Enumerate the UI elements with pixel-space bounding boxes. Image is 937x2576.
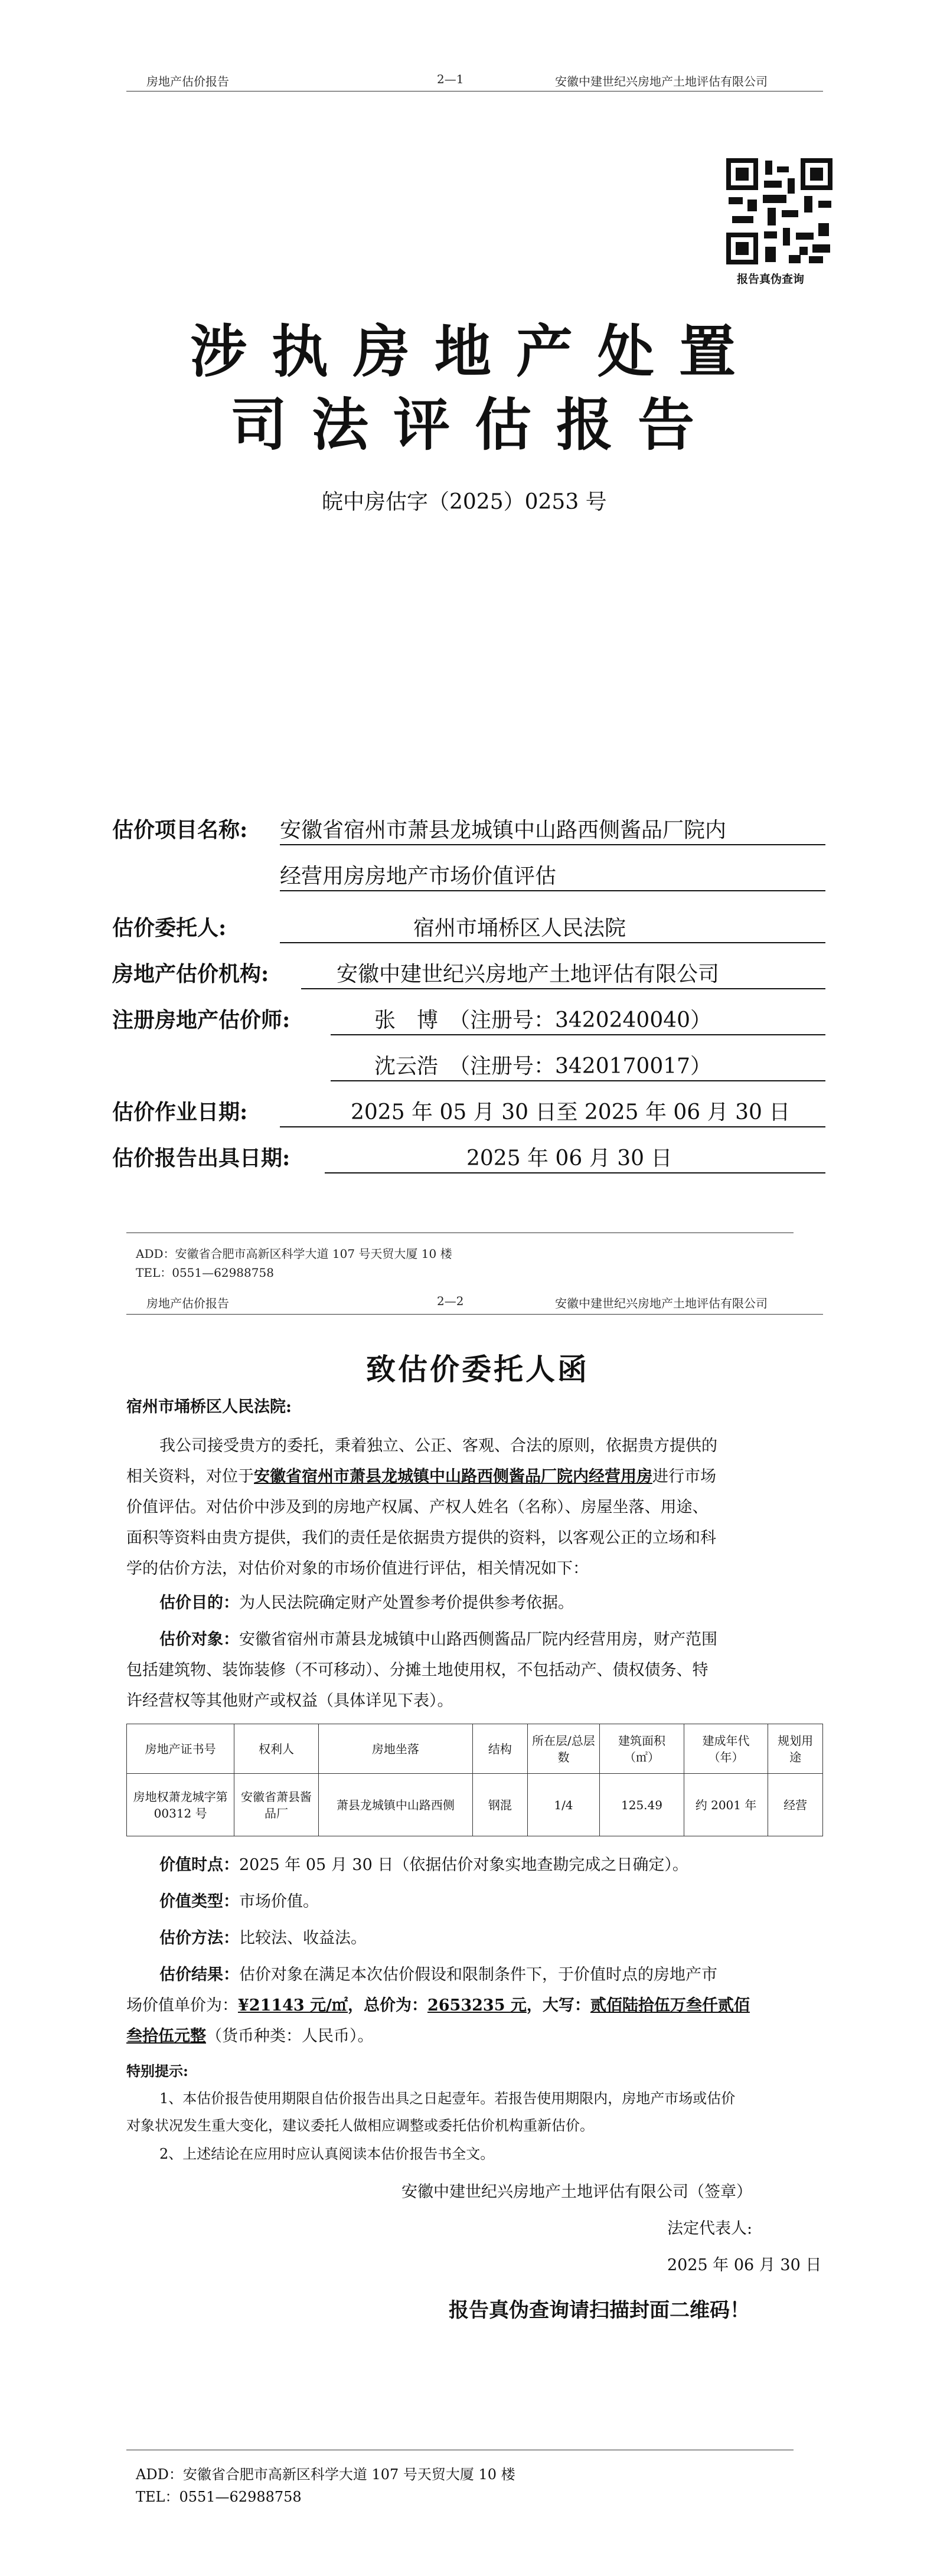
work-date-underline bbox=[280, 1126, 825, 1127]
page2-header-right: 安徽中建世纪兴房地产土地评估有限公司 bbox=[555, 1296, 768, 1310]
page1-footer-address: ADD：安徽省合肥市高新区科学大道 107 号天贸大厦 10 楼 bbox=[136, 1247, 452, 1261]
total-price: 2653235 元 bbox=[427, 1996, 527, 2015]
legal-representative: 法定代表人: bbox=[667, 2219, 753, 2238]
signing-company: 安徽中建世纪兴房地产土地评估有限公司（签章） bbox=[401, 2183, 752, 2201]
table-header-row bbox=[127, 1724, 823, 1774]
appraiser-2: 沈云浩 （注册号：3420170017） bbox=[374, 1054, 712, 1078]
note-2: 2、上述结论在应用时应认真阅读本估价报告书全文。 bbox=[159, 2146, 495, 2162]
project-name-label: 估价项目名称: bbox=[112, 818, 248, 842]
result-line-3: 叁拾伍元整（货币种类：人民币）。 bbox=[126, 2027, 374, 2045]
table-header: 房地产证书号 bbox=[127, 1724, 234, 1774]
table-header: 建成年代（年） bbox=[684, 1724, 768, 1774]
issue-date-underline bbox=[325, 1172, 825, 1173]
page1-footer-tel: TEL：0551—62988758 bbox=[136, 1266, 274, 1280]
agency-underline bbox=[301, 988, 825, 989]
work-date-value: 2025 年 05 月 30 日至 2025 年 06 月 30 日 bbox=[351, 1100, 791, 1124]
notes-title: 特别提示: bbox=[126, 2062, 188, 2080]
note-1-line-1: 1、本估价报告使用期限自估价报告出具之日起壹年。若报告使用期限内，房地产市场或估价 bbox=[159, 2090, 736, 2107]
object-line-1: 估价对象：安徽省宿州市萧县龙城镇中山路西侧酱品厂院内经营用房，财产范围 bbox=[159, 1630, 717, 1649]
qr-caption: 报告真伪查询 bbox=[737, 273, 805, 286]
table-cell: 经营 bbox=[768, 1774, 823, 1836]
unit-price: ¥21143 元/㎡ bbox=[238, 1996, 348, 2015]
page2-footer-address: ADD：安徽省合肥市高新区科学大道 107 号天贸大厦 10 楼 bbox=[136, 2466, 515, 2483]
total-price-in-words: 贰佰陆拾伍万叁仟贰佰 bbox=[590, 1996, 750, 2015]
page2-header-left: 房地产估价报告 bbox=[146, 1296, 229, 1310]
intro-line-4: 面积等资料由贵方提供，我们的责任是依据贵方提供的资料，以客观公正的立场和科 bbox=[126, 1529, 716, 1547]
intro-line-2: 相关资料，对位于安徽省宿州市萧县龙城镇中山路西侧酱品厂院内经营用房进行市场 bbox=[126, 1467, 716, 1486]
page1-header-right: 安徽中建世纪兴房地产土地评估有限公司 bbox=[555, 74, 768, 89]
page2-header-rule bbox=[126, 1314, 823, 1315]
table-header: 结构 bbox=[473, 1724, 528, 1774]
work-date-label: 估价作业日期: bbox=[112, 1100, 248, 1124]
appraiser-label: 注册房地产估价师: bbox=[112, 1008, 290, 1032]
intro-line-3: 价值评估。对估价中涉及到的房地产权属、产权人姓名（名称）、房屋坐落、用途、 bbox=[126, 1498, 709, 1516]
letter-title: 致估价委托人函 bbox=[366, 1352, 589, 1387]
project-name-value-1: 安徽省宿州市萧县龙城镇中山路西侧酱品厂院内 bbox=[280, 818, 727, 842]
verify-notice: 报告真伪查询请扫描封面二维码！ bbox=[449, 2299, 750, 2322]
table-cell: 房地权萧龙城字第 00312 号 bbox=[127, 1774, 234, 1836]
agency-label: 房地产估价机构: bbox=[112, 962, 269, 986]
method-line: 估价方法：比较法、收益法。 bbox=[159, 1929, 367, 1947]
qr-code-icon bbox=[726, 158, 832, 264]
agency-value: 安徽中建世纪兴房地产土地评估有限公司 bbox=[337, 962, 720, 986]
page1-header-page: 2—1 bbox=[437, 72, 464, 86]
table-cell: 安徽省萧县酱品厂 bbox=[234, 1774, 318, 1836]
salutation: 宿州市埇桥区人民法院: bbox=[126, 1398, 292, 1416]
signing-date: 2025 年 06 月 30 日 bbox=[667, 2256, 822, 2274]
project-underline-2 bbox=[280, 890, 825, 891]
table-cell: 萧县龙城镇中山路西侧 bbox=[318, 1774, 473, 1836]
page2-header-page: 2—2 bbox=[437, 1294, 464, 1308]
table-cell: 钢混 bbox=[473, 1774, 528, 1836]
report-title-line1: 涉执房地产处置 bbox=[190, 318, 760, 385]
result-line-2: 场价值单价为：¥21143 元/㎡，总价为：2653235 元，大写：贰佰陆拾伍万叁仟贰佰 bbox=[126, 1996, 750, 2015]
client-underline bbox=[280, 942, 825, 943]
report-number: 皖中房估字（2025）0253 号 bbox=[322, 490, 607, 514]
report-title-line2: 司法评估报告 bbox=[230, 391, 719, 458]
intro-line-5: 学的估价方法，对估价对象的市场价值进行评估，相关情况如下： bbox=[126, 1560, 589, 1578]
client-value: 宿州市埇桥区人民法院 bbox=[413, 916, 626, 940]
issue-date-label: 估价报告出具日期: bbox=[112, 1146, 290, 1171]
page2-footer-tel: TEL：0551—62988758 bbox=[136, 2489, 302, 2505]
table-header: 权利人 bbox=[234, 1724, 318, 1774]
purpose-line: 估价目的：为人民法院确定财产处置参考价提供参考依据。 bbox=[159, 1594, 574, 1612]
project-underline-1 bbox=[280, 844, 825, 845]
table-row bbox=[127, 1774, 823, 1836]
value-date-line: 价值时点：2025 年 05 月 30 日（依据估价对象实地查勘完成之日确定）。 bbox=[159, 1856, 688, 1874]
intro-line-1: 我公司接受贵方的委托，秉着独立、公正、客观、合法的原则，依据贵方提供的 bbox=[159, 1437, 717, 1455]
table-header: 规划用途 bbox=[768, 1724, 823, 1774]
table-cell: 约 2001 年 bbox=[684, 1774, 768, 1836]
client-label: 估价委托人: bbox=[112, 916, 227, 940]
table-cell: 125.49 bbox=[600, 1774, 684, 1836]
object-line-3: 许经营权等其他财产或权益（具体详见下表）。 bbox=[126, 1692, 453, 1710]
page1-header-left: 房地产估价报告 bbox=[146, 74, 229, 89]
note-1-line-2: 对象状况发生重大变化，建议委托人做相应调整或委托估价机构重新估价。 bbox=[126, 2117, 594, 2134]
value-type-line: 价值类型：市场价值。 bbox=[159, 1892, 319, 1911]
table-header: 房地坐落 bbox=[318, 1724, 473, 1774]
appraiser-underline-1 bbox=[331, 1034, 825, 1035]
issue-date-value: 2025 年 06 月 30 日 bbox=[466, 1146, 672, 1171]
property-location: 安徽省宿州市萧县龙城镇中山路西侧酱品厂院内经营用房 bbox=[254, 1467, 652, 1486]
result-line-1: 估价结果：估价对象在满足本次估价假设和限制条件下，于价值时点的房地产市 bbox=[159, 1966, 717, 1984]
table-header: 建筑面积（㎡） bbox=[600, 1724, 684, 1774]
property-table bbox=[126, 1724, 823, 1836]
table-header: 所在层/总层数 bbox=[527, 1724, 599, 1774]
table-cell: 1/4 bbox=[527, 1774, 599, 1836]
appraiser-1: 张 博 （注册号：3420240040） bbox=[374, 1008, 712, 1032]
appraiser-underline-2 bbox=[331, 1080, 825, 1081]
project-name-value-2: 经营用房房地产市场价值评估 bbox=[280, 864, 557, 888]
object-line-2: 包括建筑物、装饰装修（不可移动）、分摊土地使用权，不包括动产、债权债务、特 bbox=[126, 1661, 709, 1679]
